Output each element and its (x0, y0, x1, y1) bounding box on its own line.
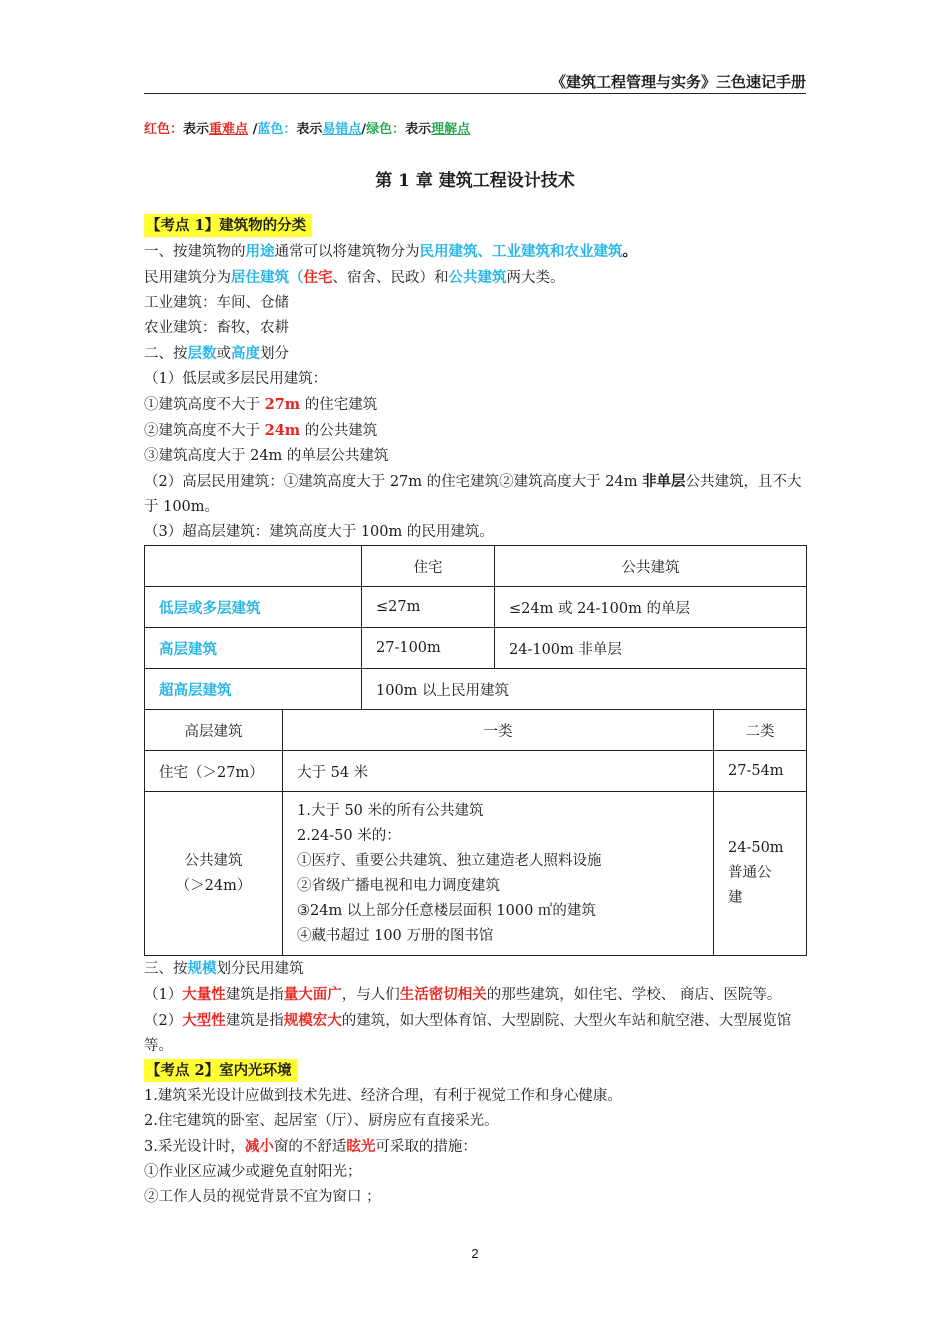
text-red: 减小 (244, 1138, 274, 1155)
legend-blue-label: 蓝色： (257, 122, 297, 137)
text-red: 眩光 (346, 1138, 376, 1155)
height-classification-table (144, 545, 807, 710)
public-building-label: 公共建筑 (184, 852, 243, 869)
page-header-title: 《建筑工程管理与实务》三色速记手册 (550, 73, 806, 91)
text-red: 生活密切相关 (399, 986, 487, 1003)
text: 的建筑，如大型体育馆、大型剧院、大型火车站和航空港、大型展览馆等。 (144, 1013, 792, 1054)
header-rule (144, 93, 806, 94)
table-row (145, 587, 807, 628)
text-red: 住宅 (303, 269, 333, 286)
class-two-criteria (714, 792, 807, 956)
text: 窗的不舒适 (273, 1139, 347, 1155)
text: （2）高层民用建筑：①建筑高度大于 27m 的住宅建筑②建筑高度大于 24m (144, 474, 643, 490)
table-row (145, 710, 807, 751)
table-header-cell: 公共建筑 (495, 546, 807, 587)
table-cell (145, 546, 362, 587)
kd1-line-3: 工业建筑：车间、仓储 (144, 295, 289, 311)
legend-blue-key: 易错点 (322, 122, 362, 137)
list-item: ②省级广播电视和电力调度建筑 (297, 877, 500, 894)
table-row (145, 751, 807, 792)
text: 的住宅建筑 (300, 397, 378, 413)
text: （1） (144, 987, 183, 1003)
section-heading-kd2: 【考点 2】室内光环境 (144, 1059, 298, 1082)
text: 建筑是指 (225, 987, 284, 1003)
text: ①建筑高度不大于 (144, 397, 265, 413)
text: 普通公 (728, 865, 772, 881)
legend-blue-text: 表示 (296, 122, 323, 137)
text-blue: 规模 (187, 960, 217, 977)
text: 的公共建筑 (300, 423, 378, 439)
legend-red-text: 表示 (183, 122, 210, 137)
kd2-line-3 (144, 1134, 806, 1160)
text-blue: 高度 (231, 345, 260, 362)
legend-red-label: 红色： (144, 122, 184, 137)
high-rise-class-table (144, 710, 807, 956)
public-building-height: （＞24m） (175, 877, 252, 894)
color-legend (144, 118, 470, 137)
text: 24-50m (728, 840, 784, 856)
table-row (145, 669, 807, 710)
legend-sep1: / (248, 122, 258, 137)
kd1-line-1 (144, 239, 806, 265)
table-cell: 24-100m 非单层 (495, 628, 807, 669)
table-cell: 大于 54 米 (283, 751, 714, 792)
text: 或 (216, 346, 231, 362)
kd1b-line-3 (144, 1008, 806, 1059)
kd1b-line-1 (144, 956, 806, 982)
table-row (145, 546, 807, 587)
list-item: ①医疗、重要公共建筑、独立建造老人照料设施 (297, 852, 602, 869)
text: 、宿舍、民政） (332, 270, 434, 286)
legend-green-label: 绿色： (366, 122, 406, 137)
list-item: 1.大于 50 米的所有公共建筑 (297, 802, 484, 819)
table-row-header: 低层或多层建筑 (145, 587, 362, 628)
legend-red-key: 重难点 (209, 122, 249, 137)
table-cell: 27-100m (362, 628, 495, 669)
text-blue: 居住建筑（ (231, 269, 304, 286)
legend-sep2: / (361, 122, 367, 137)
section-heading-kd1: 【考点 1】建筑物的分类 (144, 214, 312, 237)
kd1-line-8 (144, 418, 806, 444)
kd1-line-9: ③建筑高度大于 24m 的单层公共建筑 (144, 448, 389, 464)
text: 建 (728, 890, 743, 906)
kd1-line-7 (144, 392, 806, 418)
text: 和 (434, 270, 449, 286)
kd1-line-6: （1）低层或多层民用建筑： (144, 371, 328, 387)
table-row-header: 高层建筑 (145, 628, 362, 669)
text: 公共建筑，且不大于 100m。 (144, 474, 802, 515)
text: 划分 (260, 346, 289, 362)
text: （2） (144, 1013, 183, 1029)
class-one-criteria (283, 792, 714, 956)
list-item: ④藏书超过 100 万册的图书馆 (297, 927, 494, 944)
text-red: 量大面广 (283, 986, 342, 1003)
text-blue: 用途 (245, 243, 275, 260)
main-content (144, 214, 806, 1210)
text: 两大类。 (506, 270, 565, 286)
kd1-line-4: 农业建筑：畜牧，农耕 (144, 320, 289, 336)
chapter-title: 第 1 章 建筑工程设计技术 (375, 171, 575, 191)
table-cell: 27-54m (714, 751, 807, 792)
table-cell: ≤24m 或 24-100m 的单层 (495, 587, 807, 628)
text: 三、按 (144, 961, 188, 977)
text-bold: 非单层 (642, 473, 686, 490)
legend-green-key: 理解点 (431, 122, 471, 137)
text-blue: 公共建筑 (448, 269, 507, 286)
text-red: 24m (264, 422, 301, 439)
text: 通常可以将建筑物分为 (274, 244, 420, 260)
kd2-line-5: ②工作人员的视觉背景不宜为窗口 ； (144, 1189, 381, 1205)
kd2-line-4: ①作业区应减少或避免直射阳光； (144, 1164, 362, 1180)
text: ②建筑高度不大于 (144, 423, 265, 439)
text-red: 大量性 (182, 986, 226, 1003)
text: 的那些建筑，如住宅、学校、 商店、医院等。 (486, 987, 782, 1003)
table-row-header: 超高层建筑 (145, 669, 362, 710)
text: 二、按 (144, 346, 188, 362)
text: 一、按建筑物的 (144, 244, 246, 260)
table-header-cell: 二类 (714, 710, 807, 751)
kd2-line-2: 2.住宅建筑的卧室、起居室（厅）、厨房应有直接采光。 (144, 1113, 499, 1129)
text: 划分民用建筑 (216, 961, 304, 977)
kd1-line-5 (144, 341, 806, 367)
table-cell: ≤27m (362, 587, 495, 628)
table-header-cell: 高层建筑 (145, 710, 283, 751)
table-row (145, 792, 807, 956)
table-row (145, 628, 807, 669)
text: 可采取的措施： (375, 1139, 477, 1155)
kd1-line-10 (144, 469, 806, 520)
text: 民用建筑分为 (144, 270, 231, 286)
kd1b-line-2 (144, 982, 806, 1008)
kd1-line-2 (144, 265, 806, 291)
list-item: 2.24-50 米的： (297, 827, 401, 844)
text: 建筑是指 (225, 1013, 284, 1029)
text-red: 规模宏大 (283, 1012, 342, 1029)
table-header-cell: 住宅 (362, 546, 495, 587)
text-blue: 民用建筑、工业建筑和农业建筑 (419, 243, 623, 260)
table-header-cell: 一类 (283, 710, 714, 751)
table-cell: 100m 以上民用建筑 (362, 669, 807, 710)
kd1-line-11: （3）超高层建筑：建筑高度大于 100m 的民用建筑。 (144, 524, 494, 540)
text-red: 27m (264, 396, 301, 413)
text-blue: 层数 (187, 345, 217, 362)
list-item: ③24m 以上部分任意楼层面积 1000 ㎡的建筑 (297, 902, 596, 919)
table-cell: 住宅（＞27m） (145, 751, 283, 792)
page-number: 2 (471, 1246, 479, 1261)
text-red: 大型性 (182, 1012, 226, 1029)
legend-green-text: 表示 (405, 122, 432, 137)
kd2-line-1: 1.建筑采光设计应做到技术先进、经济合理，有利于视觉工作和身心健康。 (144, 1088, 622, 1104)
table-cell (145, 792, 283, 956)
text: ，与人们 (341, 987, 400, 1003)
text: 。 (622, 243, 637, 260)
text: 3.采光设计时， (144, 1139, 245, 1155)
